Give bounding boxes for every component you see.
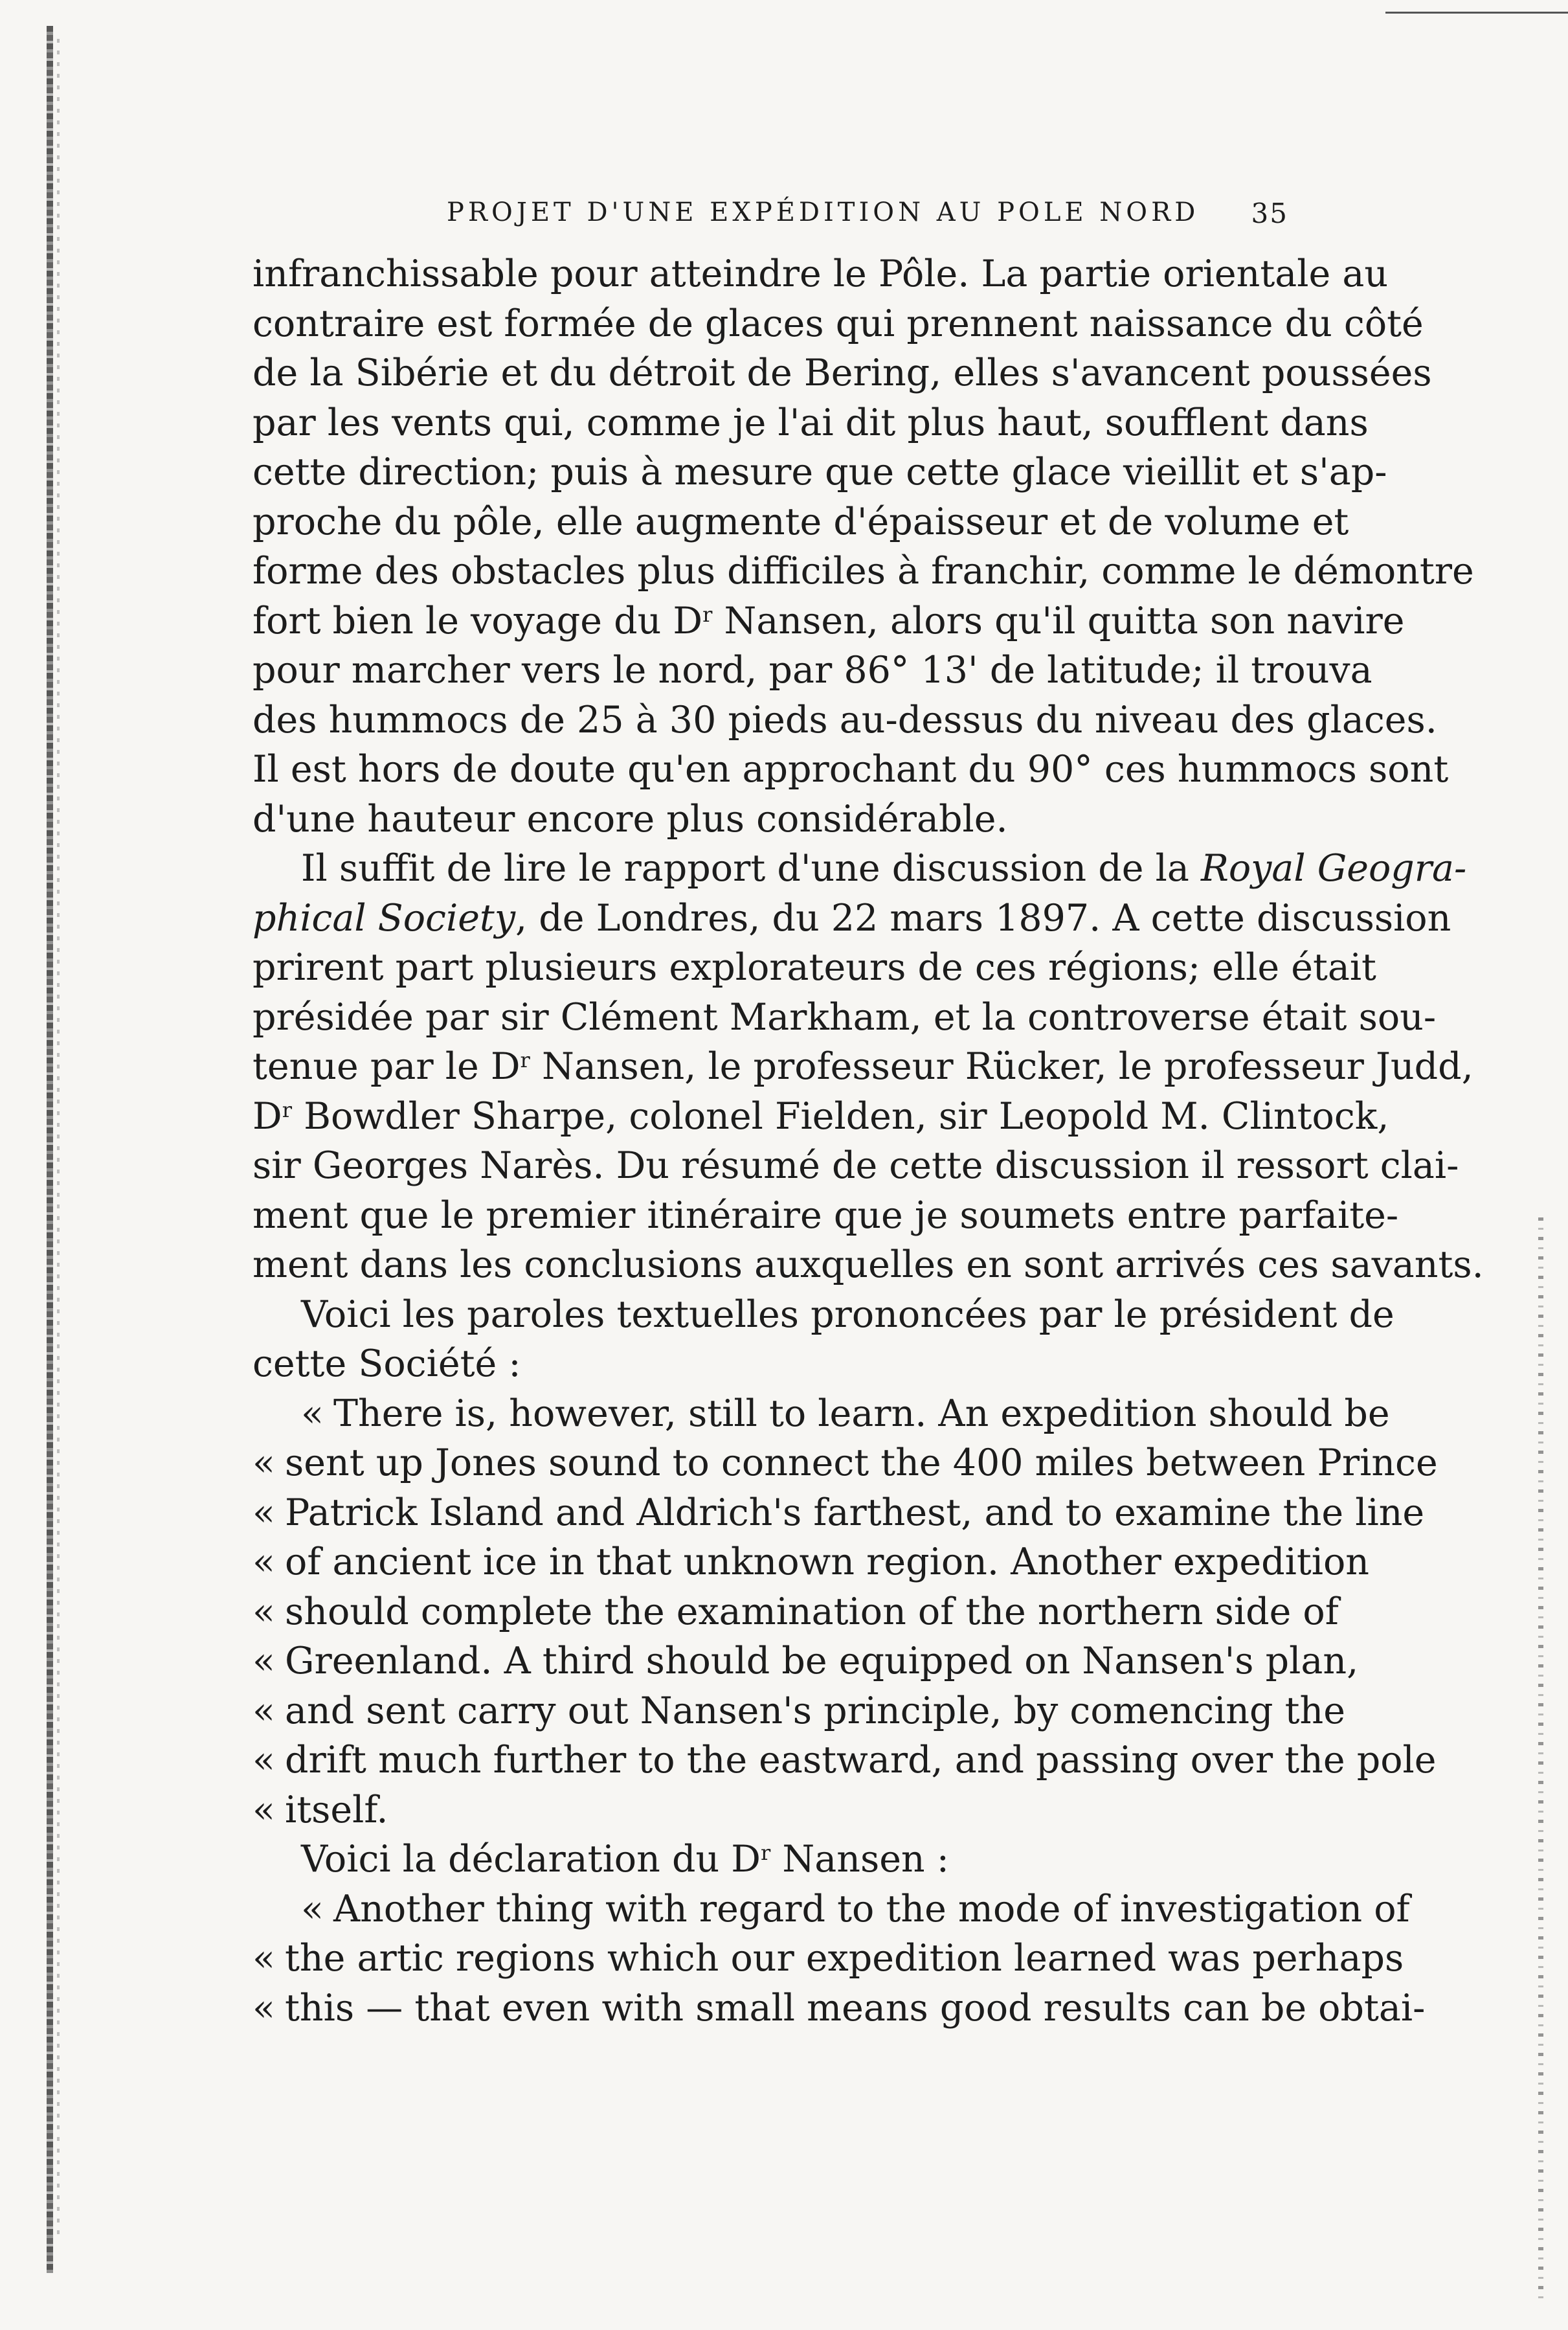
text-line: par les vents qui, comme je l'ai dit plus haut, soufflent dans <box>252 401 1369 444</box>
quote-mark: « <box>301 1887 324 1930</box>
scan-binding-edge <box>47 26 53 2273</box>
text-run: Nansen : <box>770 1838 949 1881</box>
italic-title: phical Society <box>252 896 516 940</box>
superscript: r <box>760 1840 771 1865</box>
text-line: ment que le premier itinéraire que je soumets entre parfaite- <box>252 1193 1399 1237</box>
scan-binding-shadow <box>57 39 60 2241</box>
quote-mark: « <box>252 1986 275 2030</box>
text-line: présidée par sir Clément Markham, et la controverse était sou- <box>252 995 1437 1039</box>
text-line: pour marcher vers le nord, par 86° 13' de latitude; il trouva <box>252 649 1372 692</box>
quote-line <box>252 1389 1390 1439</box>
text-run: Nansen, le professeur Rücker, le professeur Judd, <box>530 1045 1473 1088</box>
text-line: cette direction; puis à mesure que cette glace vieillit et s'ap- <box>252 451 1387 493</box>
quote-line <box>252 1587 1339 1637</box>
quote-mark: « <box>301 1392 324 1435</box>
quote-text: itself. <box>285 1788 388 1831</box>
running-title: PROJET D'UNE EXPÉDITION AU POLE NORD <box>447 198 1200 227</box>
text-run: Bowdler Sharpe, colonel Fielden, sir Leopold M. Clintock, <box>292 1094 1389 1138</box>
text-run: Voici la déclaration du D <box>301 1838 761 1881</box>
quote-text: should complete the examination of the northern side of <box>285 1590 1339 1633</box>
quote-line <box>252 1785 1295 1835</box>
text-line: Voici les paroles textuelles prononcées par le président de <box>301 1293 1394 1336</box>
quote-text: drift much further to the eastward, and passing over the pole <box>285 1739 1437 1781</box>
quote-mark: « <box>252 1739 275 1781</box>
running-header <box>252 198 1295 236</box>
text-line: proche du pôle, elle augmente d'épaisseur et de volume et <box>252 500 1349 543</box>
quote-mark: « <box>252 1541 275 1583</box>
quote-text: Greenland. A third should be equipped on Nansen's plan, <box>285 1640 1359 1682</box>
quote-mark: « <box>252 1788 275 1831</box>
quote-mark: « <box>252 1937 275 1980</box>
text-line: sir Georges Narès. Du résumé de cette discussion il ressort clai- <box>252 1144 1459 1187</box>
quote-text: sent up Jones sound to connect the 400 miles between Prince <box>285 1442 1438 1484</box>
quote-line <box>252 1438 1438 1488</box>
quote-mark: « <box>252 1491 275 1534</box>
quote-line <box>252 1488 1425 1538</box>
quote-text: Patrick Island and Aldrich's farthest, and to examine the line <box>285 1491 1425 1534</box>
quote-text: the artic regions which our expedition learned was perhaps <box>285 1937 1404 1980</box>
text-run: , de Londres, du 22 mars 1897. A cette discussion <box>515 896 1451 940</box>
text-line: cette Société : <box>252 1342 521 1385</box>
quote-text: and sent carry out Nansen's principle, by comencing the <box>285 1689 1345 1732</box>
superscript: r <box>520 1048 530 1072</box>
quote-line <box>252 1686 1345 1736</box>
body-text <box>252 249 1484 2033</box>
italic-title: Royal Geogra- <box>1200 847 1467 890</box>
quote-line <box>252 1537 1369 1587</box>
text-run: fort bien le voyage du D <box>252 599 703 642</box>
text-line: de la Sibérie et du détroit de Bering, elles s'avancent poussées <box>252 352 1432 394</box>
page-number: 35 <box>1251 198 1288 229</box>
text-line <box>252 1092 1389 1142</box>
quote-line <box>252 1884 1410 1934</box>
text-line: infranchissable pour atteindre le Pôle. La partie orientale au <box>252 253 1389 295</box>
quote-mark: « <box>252 1442 275 1484</box>
text-run: tenue par le D <box>252 1045 521 1088</box>
quote-line <box>252 1934 1404 1984</box>
text-line: forme des obstacles plus difficiles à franchir, comme le démontre <box>252 550 1474 593</box>
text-line <box>252 894 1451 944</box>
quote-mark: « <box>252 1640 275 1682</box>
quote-line <box>252 1984 1426 2033</box>
text-line <box>252 1042 1473 1092</box>
quote-mark: « <box>252 1590 275 1633</box>
superscript: r <box>282 1097 292 1122</box>
quote-line <box>252 1736 1437 1785</box>
text-line <box>252 844 1467 894</box>
text-run: Nansen, alors qu'il quitta son navire <box>712 599 1405 642</box>
scan-right-edge <box>1538 1217 1543 2305</box>
text-line: ment dans les conclusions auxquelles en sont arrivés ces savants. <box>252 1243 1484 1286</box>
text-line <box>252 596 1405 646</box>
quote-text: Another thing with regard to the mode of investigation of <box>333 1887 1410 1930</box>
quote-line <box>252 1636 1359 1686</box>
quote-text: of ancient ice in that unknown region. Another expedition <box>285 1541 1369 1583</box>
text-run: D <box>252 1094 282 1138</box>
text-line: des hummocs de 25 à 30 pieds au-dessus du niveau des glaces. <box>252 698 1437 741</box>
text-line <box>252 1835 1295 1884</box>
quote-text: this — that even with small means good results can be obtai- <box>285 1986 1426 2030</box>
text-line: d'une hauteur encore plus considérable. <box>252 797 1008 841</box>
text-line: prirent part plusieurs explorateurs de ces régions; elle était <box>252 946 1376 989</box>
quote-mark: « <box>252 1689 275 1732</box>
scan-top-rule <box>1385 12 1568 14</box>
text-line: Il est hors de doute qu'en approchant du 90° ces hummocs sont <box>252 748 1449 791</box>
superscript: r <box>702 602 713 627</box>
text-line: contraire est formée de glaces qui prennent naissance du côté <box>252 302 1424 345</box>
quote-text: There is, however, still to learn. An expedition should be <box>333 1392 1390 1435</box>
text-run: Il suffit de lire le rapport d'une discussion de la <box>301 847 1201 890</box>
